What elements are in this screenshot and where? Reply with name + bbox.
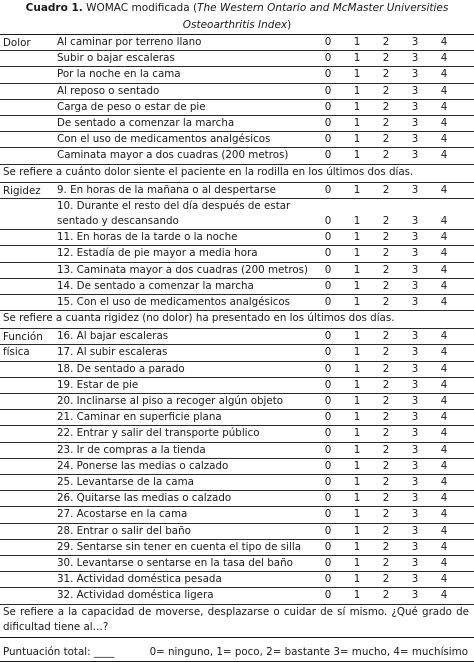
scale-value-0: 0: [324, 133, 332, 146]
scale-value-0: 0: [324, 589, 332, 602]
scale-value-1: 1: [353, 117, 361, 129]
scale-value-3: 3: [411, 346, 419, 359]
item-text: 18. De sentado a parado: [57, 362, 185, 375]
item-text: 28. Entrar o salir del baño: [57, 524, 191, 537]
scale-value-4: 4: [440, 395, 448, 407]
item-text: 27. Acostarse en la cama: [57, 508, 188, 521]
scale-value-0: 0: [324, 459, 332, 472]
scale-value-0: 0: [324, 279, 332, 292]
scale-value-4: 4: [440, 296, 448, 308]
section-note: Se refiere a la capacidad de moverse, desplazarse o cuidar de sí mismo. ¿Qué grado de dificultad tiene al…?: [3, 605, 469, 633]
scale-value-4: 4: [440, 52, 448, 65]
scale-value-4: 4: [440, 279, 448, 292]
scale-value-3: 3: [411, 183, 419, 196]
scale-value-2: 2: [382, 231, 390, 244]
scale-value-1: 1: [353, 540, 361, 553]
scale-value-3: 3: [411, 573, 419, 586]
scale-value-1: 1: [353, 36, 361, 48]
scale-value-1: 1: [353, 183, 361, 196]
scale-value-2: 2: [382, 508, 390, 521]
item-text: 22. Entrar y salir del transporte público: [57, 427, 260, 440]
scale-value-4: 4: [440, 378, 448, 391]
scale-value-1: 1: [353, 459, 361, 472]
scale-value-4: 4: [440, 100, 448, 113]
item-text: 17. Al subir escaleras: [57, 346, 168, 359]
scale-value-0: 0: [324, 492, 332, 505]
item-text: Al reposo o sentado: [57, 84, 160, 97]
scale-value-1: 1: [353, 508, 361, 521]
scale-value-4: 4: [440, 68, 448, 81]
scale-value-4: 4: [440, 476, 448, 488]
item-text: Con el uso de medicamentos analgésicos: [57, 133, 271, 146]
scale-value-0: 0: [324, 330, 332, 343]
caption-close: ): [287, 19, 292, 31]
scale-value-4: 4: [440, 427, 448, 440]
scale-value-0: 0: [324, 36, 332, 48]
item-text: 23. Ir de compras a la tienda: [57, 443, 206, 456]
scale-value-1: 1: [353, 378, 361, 391]
scale-value-0: 0: [324, 573, 332, 586]
scale-value-3: 3: [411, 231, 419, 244]
scale-value-4: 4: [440, 557, 448, 569]
scale-value-2: 2: [382, 263, 390, 276]
scale-value-0: 0: [324, 296, 332, 308]
item-text: 13. Caminata mayor a dos cuadras (200 metros): [57, 263, 309, 276]
scale-value-4: 4: [440, 411, 448, 424]
section-label: física: [3, 346, 30, 359]
scale-value-0: 0: [324, 395, 332, 407]
scale-value-2: 2: [382, 296, 390, 308]
scale-value-2: 2: [382, 395, 390, 407]
scale-value-2: 2: [382, 378, 390, 391]
caption-label: Cuadro 1.: [25, 2, 83, 14]
scale-value-1: 1: [353, 492, 361, 505]
scale-value-0: 0: [324, 247, 332, 260]
scale-value-1: 1: [353, 443, 361, 456]
scale-value-1: 1: [353, 279, 361, 292]
scale-value-1: 1: [353, 524, 361, 537]
scale-value-4: 4: [440, 231, 448, 244]
item-text: Caminata mayor a dos cuadras (200 metros): [57, 149, 289, 162]
scale-value-4: 4: [440, 346, 448, 359]
item-text: Carga de peso o estar de pie: [57, 100, 206, 113]
scale-value-3: 3: [411, 263, 419, 276]
scale-value-2: 2: [382, 133, 390, 146]
scale-value-1: 1: [353, 84, 361, 97]
scale-value-0: 0: [324, 362, 332, 375]
scale-value-3: 3: [411, 378, 419, 391]
section-note: Se refiere a cuánto dolor siente el paciente en la rodilla en los últimos dos días.: [3, 165, 414, 178]
scale-value-0: 0: [324, 215, 332, 227]
item-text: 21. Caminar en superficie plana: [57, 411, 222, 424]
scale-value-0: 0: [324, 540, 332, 553]
scale-value-3: 3: [411, 395, 419, 407]
scale-value-2: 2: [382, 362, 390, 375]
item-text: 20. Inclinarse al piso a recoger algún objeto: [57, 395, 284, 407]
scale-value-2: 2: [382, 346, 390, 359]
scale-value-0: 0: [324, 427, 332, 440]
scale-value-0: 0: [324, 378, 332, 391]
scale-value-3: 3: [411, 133, 419, 146]
scale-value-3: 3: [411, 524, 419, 537]
scale-value-1: 1: [353, 330, 361, 343]
scale-value-1: 1: [353, 362, 361, 375]
scale-value-4: 4: [440, 508, 448, 521]
item-text: Por la noche en la cama: [57, 68, 181, 81]
scale-value-3: 3: [411, 296, 419, 308]
scale-value-4: 4: [440, 540, 448, 553]
item-text: 31. Actividad doméstica pesada: [57, 573, 222, 586]
scale-value-4: 4: [440, 215, 448, 227]
scale-value-1: 1: [353, 427, 361, 440]
item-text: 32. Actividad doméstica ligera: [57, 589, 214, 602]
item-text: Al caminar por terreno llano: [57, 36, 202, 48]
scale-value-1: 1: [353, 573, 361, 586]
scale-value-2: 2: [382, 589, 390, 602]
item-text: Subir o bajar escaleras: [57, 52, 175, 65]
section-label: Dolor: [3, 37, 31, 49]
scale-value-2: 2: [382, 117, 390, 129]
table-caption-line-2: [0, 17, 474, 33]
scale-value-4: 4: [440, 149, 448, 162]
scale-value-4: 4: [440, 573, 448, 586]
scale-value-4: 4: [440, 589, 448, 602]
scale-value-4: 4: [440, 117, 448, 129]
scale-value-3: 3: [411, 215, 419, 227]
scale-value-0: 0: [324, 524, 332, 537]
scale-value-1: 1: [353, 263, 361, 276]
scale-value-1: 1: [353, 100, 361, 113]
scale-value-2: 2: [382, 247, 390, 260]
scale-value-3: 3: [411, 362, 419, 375]
item-text: 19. Estar de pie: [57, 378, 139, 391]
scale-value-4: 4: [440, 133, 448, 146]
scale-value-2: 2: [382, 100, 390, 113]
section-label: Rigidez: [3, 184, 41, 197]
scale-value-1: 1: [353, 557, 361, 569]
scale-value-4: 4: [440, 330, 448, 343]
scale-value-1: 1: [353, 133, 361, 146]
scale-value-1: 1: [353, 68, 361, 81]
scale-value-2: 2: [382, 279, 390, 292]
scale-value-3: 3: [411, 149, 419, 162]
scale-value-2: 2: [382, 524, 390, 537]
scale-value-0: 0: [324, 100, 332, 113]
item-text: 16. Al bajar escaleras: [57, 330, 169, 343]
scale-value-3: 3: [411, 540, 419, 553]
table-caption-line-1: [0, 0, 474, 16]
item-text: 9. En horas de la mañana o al despertarse: [57, 183, 276, 196]
section-label: Función: [3, 331, 43, 344]
scale-value-3: 3: [411, 508, 419, 521]
scale-value-2: 2: [382, 492, 390, 505]
scale-value-1: 1: [353, 476, 361, 488]
scale-value-3: 3: [411, 492, 419, 505]
item-text: 14. De sentado a comenzar la marcha: [57, 279, 254, 292]
scale-value-3: 3: [411, 100, 419, 113]
scale-value-1: 1: [353, 231, 361, 244]
scale-legend: 0= ninguno, 1= poco, 2= bastante 3= mucho, 4= muchísimo: [149, 645, 468, 658]
scale-value-4: 4: [440, 247, 448, 260]
scale-value-2: 2: [382, 557, 390, 569]
scale-value-0: 0: [324, 52, 332, 65]
scale-value-2: 2: [382, 183, 390, 196]
scale-value-1: 1: [353, 589, 361, 602]
scale-value-3: 3: [411, 427, 419, 440]
scale-value-2: 2: [382, 427, 390, 440]
item-text: 24. Ponerse las medias o calzado: [57, 459, 229, 472]
scale-value-3: 3: [411, 279, 419, 292]
scale-value-4: 4: [440, 36, 448, 48]
item-text: 10. Durante el resto del día después de estar: [57, 199, 291, 212]
scale-value-0: 0: [324, 557, 332, 569]
scale-value-3: 3: [411, 36, 419, 48]
scale-value-2: 2: [382, 215, 390, 227]
scale-value-4: 4: [440, 443, 448, 456]
scale-value-3: 3: [411, 330, 419, 343]
scale-value-0: 0: [324, 346, 332, 359]
scale-value-4: 4: [440, 459, 448, 472]
note-divider: [0, 637, 474, 638]
scale-value-0: 0: [324, 149, 332, 162]
item-text: De sentado a comenzar la marcha: [57, 117, 235, 129]
scale-value-0: 0: [324, 263, 332, 276]
scale-value-2: 2: [382, 476, 390, 488]
scale-value-0: 0: [324, 411, 332, 424]
scale-value-3: 3: [411, 443, 419, 456]
scale-value-3: 3: [411, 557, 419, 569]
total-score-label: Puntuación total: ____: [3, 645, 115, 658]
scale-value-0: 0: [324, 443, 332, 456]
scale-value-4: 4: [440, 84, 448, 97]
scale-value-2: 2: [382, 540, 390, 553]
scale-value-0: 0: [324, 183, 332, 196]
scale-value-3: 3: [411, 84, 419, 97]
scale-value-1: 1: [353, 296, 361, 308]
scale-value-1: 1: [353, 395, 361, 407]
section-note: Se refiere a cuanta rigidez (no dolor) ha presentado en los últimos dos días.: [3, 312, 395, 325]
scale-value-1: 1: [353, 411, 361, 424]
scale-value-0: 0: [324, 476, 332, 488]
scale-value-2: 2: [382, 459, 390, 472]
scale-value-4: 4: [440, 524, 448, 537]
scale-value-0: 0: [324, 84, 332, 97]
item-text: 29. Sentarse sin tener en cuenta el tipo de silla: [57, 540, 302, 553]
item-text: 12. Estadía de pie mayor a media hora: [57, 247, 258, 260]
scale-value-1: 1: [353, 215, 361, 227]
item-text: 15. Con el uso de medicamentos analgésicos: [57, 296, 291, 308]
scale-value-0: 0: [324, 68, 332, 81]
scale-value-2: 2: [382, 84, 390, 97]
scale-value-2: 2: [382, 36, 390, 48]
scale-value-1: 1: [353, 346, 361, 359]
table-bottom-border: [0, 661, 474, 662]
item-text: 26. Quitarse las medias o calzado: [57, 492, 232, 505]
scale-value-1: 1: [353, 247, 361, 260]
scale-value-1: 1: [353, 52, 361, 65]
scale-value-3: 3: [411, 68, 419, 81]
scale-value-0: 0: [324, 117, 332, 129]
scale-value-2: 2: [382, 443, 390, 456]
scale-value-2: 2: [382, 149, 390, 162]
caption-italic-1: The Western Ontario and McMaster Universities: [197, 2, 449, 14]
scale-value-4: 4: [440, 492, 448, 505]
caption-text: WOMAC modificada (: [82, 2, 198, 14]
scale-value-4: 4: [440, 362, 448, 375]
scale-value-4: 4: [440, 263, 448, 276]
scale-value-0: 0: [324, 231, 332, 244]
scale-value-2: 2: [382, 330, 390, 343]
scale-value-2: 2: [382, 68, 390, 81]
scale-value-2: 2: [382, 573, 390, 586]
scale-value-2: 2: [382, 411, 390, 424]
scale-value-3: 3: [411, 589, 419, 602]
scale-value-3: 3: [411, 476, 419, 488]
scale-value-0: 0: [324, 508, 332, 521]
scale-value-3: 3: [411, 247, 419, 260]
scale-value-3: 3: [411, 459, 419, 472]
item-text: 30. Levantarse o sentarse en la tasa del baño: [57, 557, 293, 569]
scale-value-3: 3: [411, 52, 419, 65]
scale-value-2: 2: [382, 52, 390, 65]
scale-value-3: 3: [411, 411, 419, 424]
caption-italic-2: Osteoarthritis Index: [182, 19, 288, 31]
scale-value-4: 4: [440, 183, 448, 196]
item-text: 11. En horas de la tarde o la noche: [57, 231, 238, 244]
item-text: 25. Levantarse de la cama: [57, 476, 194, 488]
item-text: sentado y descansando: [57, 215, 179, 227]
scale-value-3: 3: [411, 117, 419, 129]
scale-value-1: 1: [353, 149, 361, 162]
